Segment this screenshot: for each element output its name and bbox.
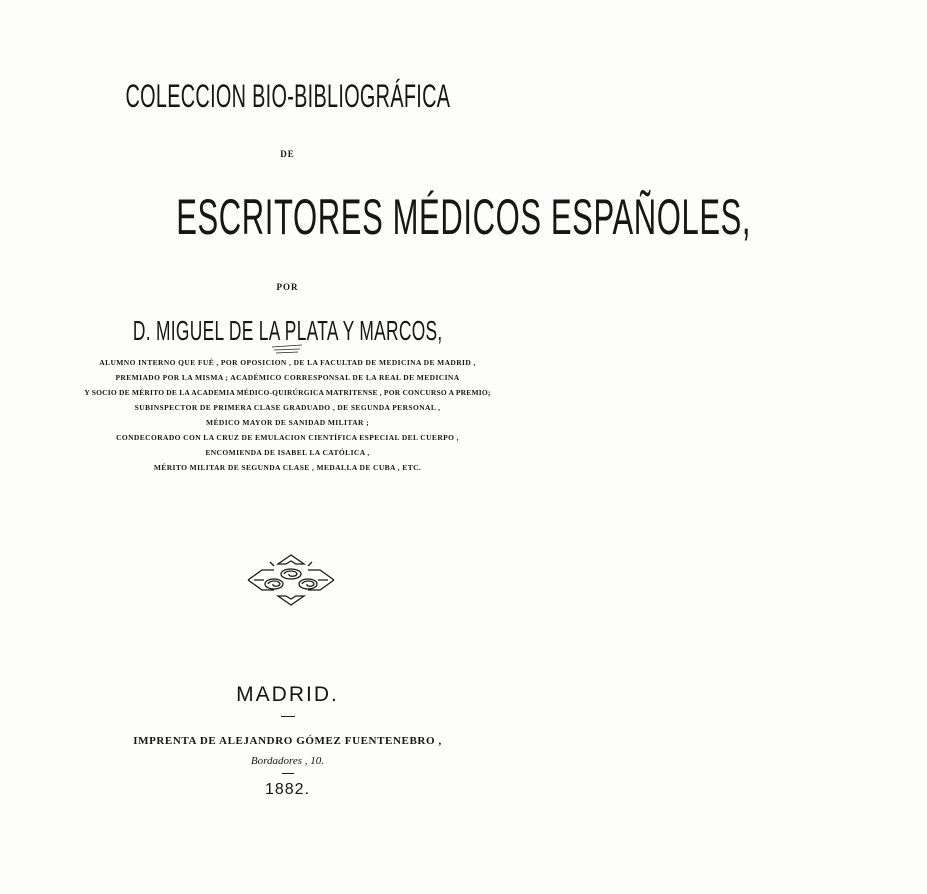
credential-line: CONDECORADO CON LA CRUZ DE EMULACION CIENTÍFICA ESPECIAL DEL CUERPO , [116,433,459,442]
credential-line: PREMIADO POR LA MISMA ; ACADÉMICO CORRESPONSAL DE LA REAL DE MEDICINA [115,373,460,382]
credential-line: ALUMNO INTERNO QUE FUÉ , POR OPOSICION , DE LA FACULTAD DE MEDICINA DE MADRID , [99,358,476,367]
credential-line: SUBINSPECTOR DE PRIMERA CLASE GRADUADO , DE SEGUNDA PERSONAL , [134,403,441,412]
publication-year: 1882. [264,781,311,798]
separator-rule [282,773,294,774]
author-row [0,315,575,347]
main-title-row [0,188,752,246]
credential-line: MÉRITO MILITAR DE SEGUNDA CLASE , MEDALLA DE CUBA , ETC. [153,463,422,472]
author-name: D. MIGUEL DE LA PLATA Y MARCOS, [132,315,443,346]
series-title: COLECCION BIO-BIBLIOGRÁFICA [125,78,450,114]
printer-address: Bordadores , 10. [250,755,325,767]
separator-rule [281,716,295,717]
credential-line: Y SOCIO DE MÉRITO DE LA ACADEMIA MÉDICO-QUIRÚRGICA MATRITENSE , POR CONCURSO A PREMIO; [84,388,491,397]
main-title: ESCRITORES MÉDICOS ESPAÑOLES, [176,189,752,245]
connector-por: POR [276,282,299,292]
series-title-row [0,78,575,115]
credential-line: MÉDICO MAYOR DE SANIDAD MILITAR ; [206,418,369,427]
author-flourish-icon [270,344,306,354]
imprint-place: MADRID. [236,683,339,706]
printer-name: IMPRENTA DE ALEJANDRO GÓMEZ FUENTENEBRO , [133,735,442,747]
printer-ornament-icon [244,552,338,608]
credential-line: ENCOMIENDA DE ISABEL LA CATÓLICA , [205,448,370,457]
connector-de: DE [280,149,295,159]
